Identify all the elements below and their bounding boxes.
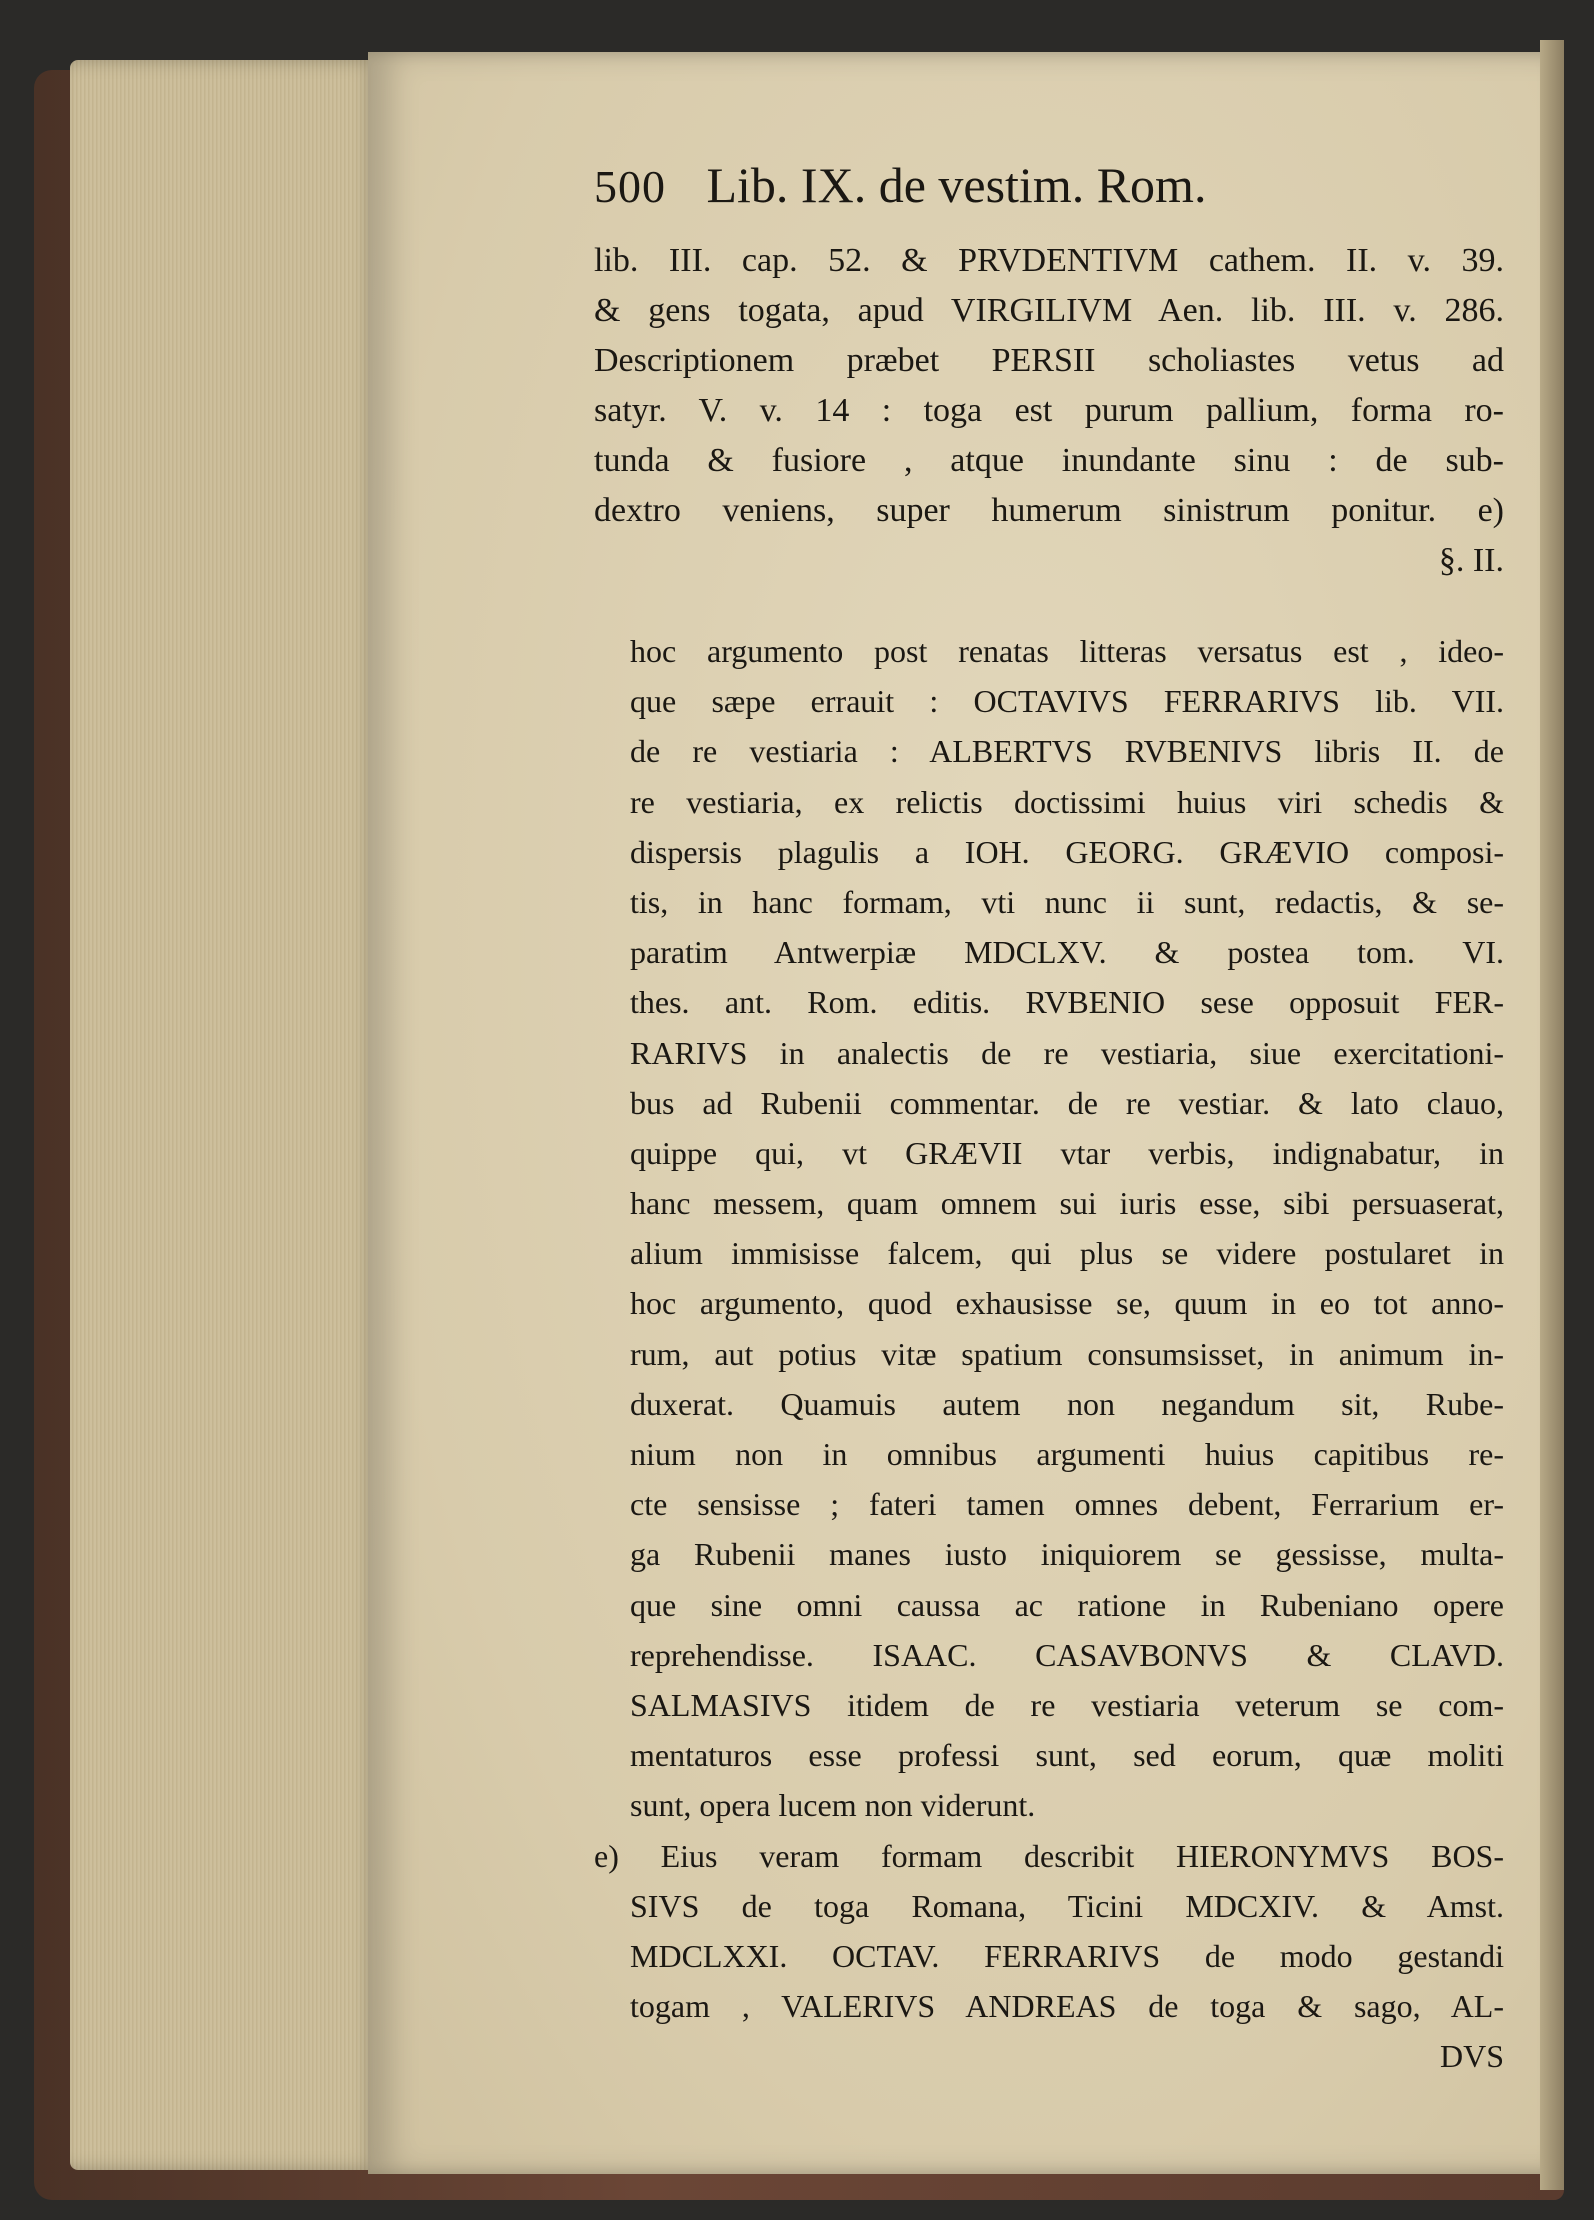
note-line: ga Rubenii manes iusto iniquiorem se gessisse, multa- — [630, 1536, 1504, 1573]
note-line: cte sensisse ; fateri tamen omnes debent, Ferrarium er- — [630, 1486, 1504, 1523]
note-line: nium non in omnibus argumenti huius capitibus re- — [630, 1436, 1504, 1472]
note-line: quippe qui, vt GRÆVII vtar verbis, indignabatur, in — [630, 1134, 1504, 1171]
note-line: mentaturos esse professi sunt, sed eorum, quæ moliti — [630, 1737, 1504, 1774]
note-line: duxerat. Quamuis autem non negandum sit, Rube- — [630, 1385, 1504, 1422]
note-line: alium immisisse falcem, qui plus se videre postularet in — [630, 1235, 1504, 1272]
note-line: hanc messem, quam omnem sui iuris esse, sibi persuaserat, — [630, 1185, 1504, 1222]
running-title: Lib. IX. de vestim. Rom. — [706, 157, 1207, 213]
page-right-edge — [1540, 40, 1564, 2190]
note-line: dispersis plagulis a IOH. GEORG. GRÆVIO composi- — [630, 833, 1504, 870]
note-line: SIVS de toga Romana, Ticini MDCXIV. & Amst. — [630, 1887, 1504, 1924]
note-line: reprehendisse. ISAAC. CASAVBONVS & CLAVD. — [630, 1636, 1504, 1673]
footnote-e — [594, 1831, 1504, 2082]
running-header — [594, 150, 1504, 230]
note-line: MDCLXXI. OCTAV. FERRARIVS de modo gestandi — [630, 1937, 1504, 1974]
footnote-continuation — [594, 626, 1504, 2081]
note-line: re vestiaria, ex relictis doctissimi huius viri schedis & — [630, 783, 1504, 820]
note-line: rum, aut potius vitæ spatium consumsisset, in animum in- — [630, 1335, 1504, 1372]
main-text — [594, 236, 1504, 586]
note-line: e) Eius veram formam describit HIERONYMVS BOS- — [594, 1837, 1504, 1874]
text-line: dextro veniens, super humerum sinistrum ponitur. e) — [594, 492, 1504, 529]
catchword: DVS — [1439, 2038, 1504, 2075]
note-line: togam , VALERIVS ANDREAS de toga & sago, AL- — [630, 1988, 1504, 2025]
text-line: lib. III. cap. 52. & PRVDENTIVM cathem. II. v. 39. — [594, 242, 1504, 279]
note-line: bus ad Rubenii commentar. de re vestiar. & lato clauo, — [630, 1084, 1504, 1121]
page-edges — [70, 60, 380, 2170]
note-line: que sine omni caussa ac ratione in Rubeniano opere — [630, 1586, 1504, 1623]
note-line: que sæpe errauit : OCTAVIVS FERRARIVS lib. VII. — [630, 683, 1504, 720]
note-line: RARIVS in analectis de re vestiaria, siue exercitationi- — [630, 1034, 1504, 1071]
text-line: & gens togata, apud VIRGILIVM Aen. lib. III. v. 286. — [594, 292, 1504, 329]
note-line: hoc argumento post renatas litteras versatus est , ideo- — [630, 633, 1504, 669]
page-number: 500 — [594, 161, 666, 212]
note-line: paratim Antwerpiæ MDCLXV. & postea tom. VI. — [630, 934, 1504, 971]
note-line: SALMASIVS itidem de re vestiaria veterum se com- — [630, 1686, 1504, 1723]
note-line: sunt, opera lucem non viderunt. — [630, 1787, 1036, 1824]
text-line: Descriptionem præbet PERSII scholiastes vetus ad — [594, 342, 1504, 379]
note-line: tis, in hanc formam, vti nunc ii sunt, redactis, & se- — [630, 883, 1504, 920]
page-text — [594, 150, 1504, 2081]
section-mark: §. II. — [1438, 542, 1504, 579]
text-line: satyr. V. v. 14 : toga est purum pallium, forma ro- — [594, 392, 1504, 429]
text-line: tunda & fusiore , atque inundante sinu : de sub- — [594, 442, 1504, 479]
note-line: thes. ant. Rom. editis. RVBENIO sese opposuit FER- — [630, 984, 1504, 1021]
note-line: hoc argumento, quod exhausisse se, quum in eo tot anno- — [630, 1285, 1504, 1322]
note-line: de re vestiaria : ALBERTVS RVBENIVS libris II. de — [630, 733, 1504, 770]
